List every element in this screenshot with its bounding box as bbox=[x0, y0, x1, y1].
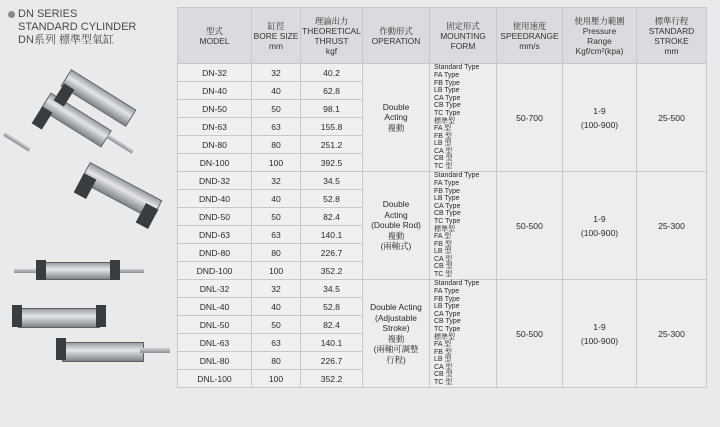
mounting-item: FB 型 bbox=[434, 132, 452, 140]
table-row bbox=[178, 172, 707, 190]
operation-line: 複動 bbox=[387, 333, 405, 344]
pressure-cell bbox=[563, 280, 637, 388]
table-header-row bbox=[178, 8, 707, 64]
operation-line: Acting bbox=[384, 112, 408, 123]
bore-cell: 100 bbox=[252, 262, 301, 280]
mounting-item: CB Type bbox=[434, 210, 461, 218]
model-cell: DNL-32 bbox=[178, 280, 252, 298]
mounting-list bbox=[430, 280, 496, 386]
table-row bbox=[178, 64, 707, 82]
header-bore-size: 缸徑 BORE SIZE mm bbox=[252, 8, 301, 64]
operation-cell bbox=[363, 64, 430, 172]
mounting-item: CA 型 bbox=[434, 147, 453, 155]
model-cell: DNL-100 bbox=[178, 370, 252, 388]
mounting-cell bbox=[430, 172, 497, 280]
model-cell: DNL-63 bbox=[178, 334, 252, 352]
header-model: 型式 MODEL bbox=[178, 8, 252, 64]
model-cell: DNL-50 bbox=[178, 316, 252, 334]
mounting-item: 標準型 bbox=[434, 333, 455, 341]
mounting-item: LB 型 bbox=[434, 140, 452, 148]
mounting-item: CA 型 bbox=[434, 363, 453, 371]
mounting-item: TC Type bbox=[434, 109, 461, 117]
model-cell: DN-80 bbox=[178, 136, 252, 154]
thrust-cell: 140.1 bbox=[301, 334, 363, 352]
series-title: DN SERIES bbox=[8, 8, 136, 21]
mounting-item: FB 型 bbox=[434, 348, 452, 356]
mounting-item: CB 型 bbox=[434, 155, 453, 163]
mounting-item: FB Type bbox=[434, 187, 460, 195]
bore-cell: 32 bbox=[252, 280, 301, 298]
cylinder-rod bbox=[106, 134, 134, 153]
stroke-cell: 25-300 bbox=[637, 172, 707, 280]
model-cell: DN-100 bbox=[178, 154, 252, 172]
model-cell: DNL-40 bbox=[178, 298, 252, 316]
bore-cell: 63 bbox=[252, 334, 301, 352]
operation-text bbox=[363, 199, 429, 252]
cylinder-cap bbox=[96, 305, 106, 327]
model-cell: DN-63 bbox=[178, 118, 252, 136]
cylinder-body bbox=[62, 342, 144, 362]
table-body bbox=[178, 64, 707, 388]
operation-line: (兩軸可調整 bbox=[373, 344, 419, 354]
mounting-item: FA Type bbox=[434, 71, 460, 79]
mounting-item: FA Type bbox=[434, 179, 460, 187]
thrust-cell: 392.5 bbox=[301, 154, 363, 172]
cylinder-rod bbox=[3, 132, 31, 151]
cylinder-cap bbox=[12, 305, 22, 327]
cylinder-cap bbox=[110, 260, 120, 280]
thrust-cell: 34.5 bbox=[301, 172, 363, 190]
bore-cell: 32 bbox=[252, 172, 301, 190]
model-cell: DN-32 bbox=[178, 64, 252, 82]
thrust-cell: 82.4 bbox=[301, 316, 363, 334]
model-cell: DND-50 bbox=[178, 208, 252, 226]
cylinder-rod bbox=[140, 348, 170, 353]
mounting-item: TC 型 bbox=[434, 163, 453, 171]
thrust-cell: 34.5 bbox=[301, 280, 363, 298]
pressure-text bbox=[563, 104, 636, 132]
mounting-item: 標準型 bbox=[434, 225, 455, 233]
mounting-item: Standard Type bbox=[434, 172, 480, 180]
header-operation: 作動形式 OPERATION bbox=[363, 8, 430, 64]
bore-cell: 80 bbox=[252, 244, 301, 262]
bore-cell: 80 bbox=[252, 136, 301, 154]
operation-cell bbox=[363, 280, 430, 388]
pressure-text bbox=[563, 320, 636, 348]
spec-table bbox=[177, 7, 707, 388]
bore-cell: 100 bbox=[252, 154, 301, 172]
operation-line: 複動 bbox=[387, 122, 405, 133]
mounting-item: FA 型 bbox=[434, 341, 452, 349]
mounting-item: 標準型 bbox=[434, 117, 455, 125]
bore-cell: 50 bbox=[252, 316, 301, 334]
mounting-item: LB Type bbox=[434, 303, 460, 311]
operation-line: (Double Rod) bbox=[371, 220, 421, 231]
thrust-cell: 62.8 bbox=[301, 82, 363, 100]
page-title bbox=[8, 8, 136, 47]
bore-cell: 40 bbox=[252, 298, 301, 316]
mounting-item: FA 型 bbox=[434, 233, 452, 241]
cylinder-photo-double-rod bbox=[0, 255, 175, 295]
mounting-list bbox=[430, 64, 496, 170]
operation-line: Acting bbox=[384, 209, 408, 220]
pressure-line: (100-900) bbox=[580, 227, 619, 238]
operation-line: Stroke) bbox=[382, 323, 410, 333]
thrust-cell: 40.2 bbox=[301, 64, 363, 82]
mounting-item: CB 型 bbox=[434, 263, 453, 271]
mounting-item: CB Type bbox=[434, 102, 461, 110]
mounting-item: LB Type bbox=[434, 87, 460, 95]
mounting-item: Standard Type bbox=[434, 64, 480, 72]
stroke-cell: 25-500 bbox=[637, 64, 707, 172]
cylinder-body bbox=[18, 308, 100, 328]
header-pressure: 使用壓力範圍 Pressure Range Kgf/cm²(kpa) bbox=[563, 8, 637, 64]
series-subtitle: STANDARD CYLINDER bbox=[18, 21, 137, 33]
pressure-line: 1-9 bbox=[593, 213, 606, 224]
model-cell: DND-32 bbox=[178, 172, 252, 190]
thrust-cell: 352.2 bbox=[301, 262, 363, 280]
mounting-item: LB 型 bbox=[434, 248, 452, 256]
thrust-cell: 155.8 bbox=[301, 118, 363, 136]
cylinder-cap bbox=[56, 338, 66, 360]
operation-text bbox=[363, 302, 429, 365]
speed-cell: 50-500 bbox=[497, 172, 563, 280]
bore-cell: 40 bbox=[252, 190, 301, 208]
cylinder-body bbox=[42, 262, 114, 280]
model-cell: DN-40 bbox=[178, 82, 252, 100]
bore-cell: 80 bbox=[252, 352, 301, 370]
mounting-item: FA 型 bbox=[434, 125, 452, 133]
mounting-item: TC Type bbox=[434, 217, 461, 225]
thrust-cell: 140.1 bbox=[301, 226, 363, 244]
operation-cell bbox=[363, 172, 430, 280]
header-thrust: 理論出力 THEORETICAL THRUST kgf bbox=[301, 8, 363, 64]
cylinder-photo-standard bbox=[0, 70, 175, 240]
model-cell: DND-40 bbox=[178, 190, 252, 208]
cylinder-cap bbox=[32, 106, 53, 129]
pressure-line: 1-9 bbox=[593, 321, 606, 332]
stroke-cell: 25-300 bbox=[637, 280, 707, 388]
bore-cell: 50 bbox=[252, 100, 301, 118]
operation-line: Double Acting bbox=[370, 302, 422, 312]
thrust-cell: 352.2 bbox=[301, 370, 363, 388]
thrust-cell: 82.4 bbox=[301, 208, 363, 226]
pressure-line: (100-900) bbox=[580, 119, 619, 130]
operation-line: (Adjustable bbox=[375, 312, 417, 323]
bore-cell: 32 bbox=[252, 64, 301, 82]
thrust-cell: 226.7 bbox=[301, 352, 363, 370]
pressure-cell bbox=[563, 172, 637, 280]
mounting-item: CB 型 bbox=[434, 371, 453, 379]
mounting-item: TC 型 bbox=[434, 379, 453, 387]
bore-cell: 63 bbox=[252, 226, 301, 244]
pressure-text bbox=[563, 212, 636, 240]
mounting-list bbox=[430, 172, 496, 278]
mounting-item: LB 型 bbox=[434, 356, 452, 364]
operation-line: Double bbox=[382, 101, 410, 112]
bore-cell: 100 bbox=[252, 370, 301, 388]
pressure-cell bbox=[563, 64, 637, 172]
speed-cell: 50-700 bbox=[497, 64, 563, 172]
mounting-item: CA Type bbox=[434, 310, 461, 318]
thrust-cell: 52.8 bbox=[301, 190, 363, 208]
thrust-cell: 226.7 bbox=[301, 244, 363, 262]
cylinder-cap bbox=[36, 260, 46, 280]
operation-line: (兩軸式) bbox=[380, 241, 412, 252]
mounting-item: FB Type bbox=[434, 79, 460, 87]
operation-line: 複動 bbox=[387, 230, 405, 241]
bore-cell: 50 bbox=[252, 208, 301, 226]
thrust-cell: 251.2 bbox=[301, 136, 363, 154]
pressure-line: (100-900) bbox=[580, 335, 619, 346]
mounting-item: CA 型 bbox=[434, 255, 453, 263]
mounting-item: FB Type bbox=[434, 295, 460, 303]
mounting-item: CA Type bbox=[434, 202, 461, 210]
speed-cell: 50-500 bbox=[497, 280, 563, 388]
operation-text bbox=[363, 102, 429, 134]
mounting-item: CB Type bbox=[434, 318, 461, 326]
mounting-item: FA Type bbox=[434, 287, 460, 295]
pressure-line: 1-9 bbox=[593, 105, 606, 116]
mounting-cell bbox=[430, 64, 497, 172]
model-cell: DND-63 bbox=[178, 226, 252, 244]
header-mounting: 固定形式 MOUNTING FORM bbox=[430, 8, 497, 64]
model-cell: DND-80 bbox=[178, 244, 252, 262]
mounting-item: CA Type bbox=[434, 94, 461, 102]
operation-line: Double bbox=[382, 199, 410, 210]
mounting-item: TC Type bbox=[434, 325, 461, 333]
mounting-item: Standard Type bbox=[434, 280, 480, 288]
table-row bbox=[178, 280, 707, 298]
header-speed: 使用速度 SPEEDRANGE mm/s bbox=[497, 8, 563, 64]
header-stroke: 標準行程 STANDARD STROKE mm bbox=[637, 8, 707, 64]
thrust-cell: 52.8 bbox=[301, 298, 363, 316]
bore-cell: 63 bbox=[252, 118, 301, 136]
operation-line: 行程) bbox=[386, 354, 406, 365]
model-cell: DND-100 bbox=[178, 262, 252, 280]
series-subtitle-chinese: DN系列 標準型氣缸 bbox=[18, 34, 114, 46]
model-cell: DNL-80 bbox=[178, 352, 252, 370]
bullet-icon bbox=[8, 11, 15, 18]
bore-cell: 40 bbox=[252, 82, 301, 100]
model-cell: DN-50 bbox=[178, 100, 252, 118]
cylinder-photo-adjustable bbox=[0, 290, 175, 400]
thrust-cell: 98.1 bbox=[301, 100, 363, 118]
mounting-cell bbox=[430, 280, 497, 388]
mounting-item: FB 型 bbox=[434, 240, 452, 248]
mounting-item: LB Type bbox=[434, 195, 460, 203]
mounting-item: TC 型 bbox=[434, 271, 453, 279]
